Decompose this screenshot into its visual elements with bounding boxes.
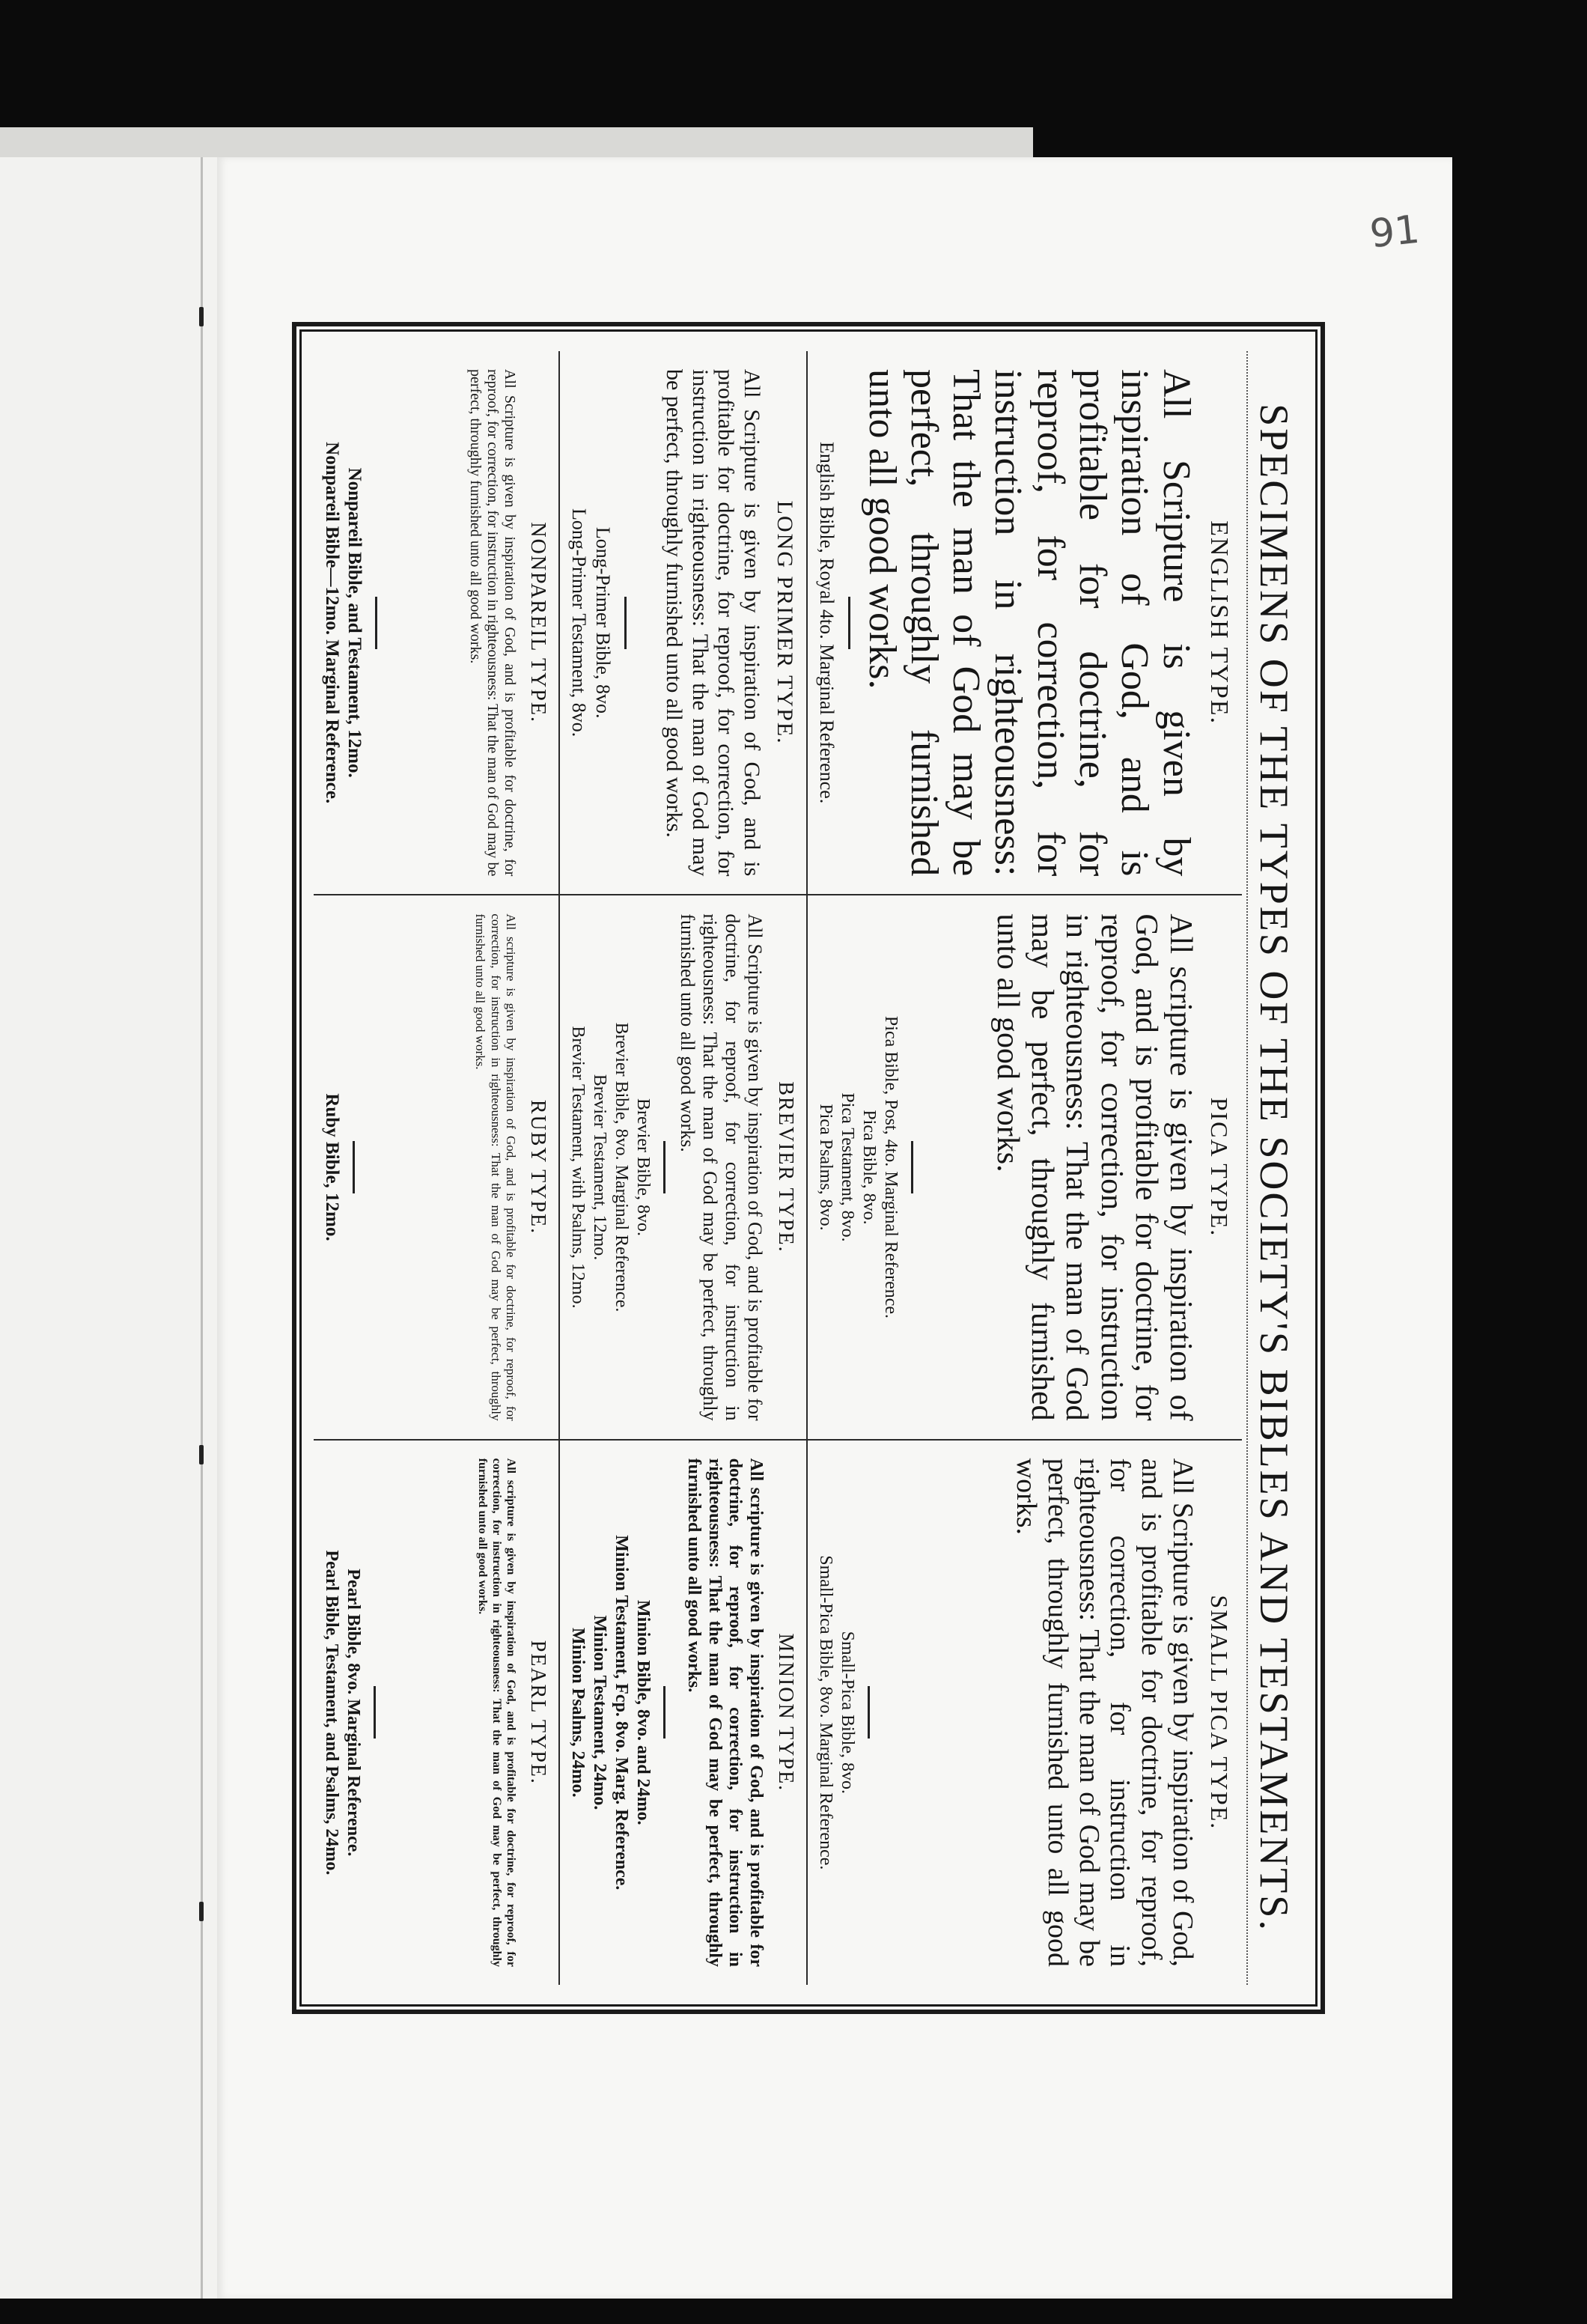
type-heading: ENGLISH TYPE.: [1205, 520, 1233, 726]
left-page: [0, 157, 225, 2299]
specimen-text: All scripture is given by inspiration of God, and is profitable for doctrine, for reproof, for correction, for instruction in righteousness: That the man of God may be perfect, throughly furnished unto all good works.: [683, 1458, 766, 1967]
edition-item: Minion Psalms, 24mo.: [568, 1627, 588, 1798]
specimen-ruby: [314, 895, 560, 1440]
edition-item: Minion Testament, Fcp. 8vo. Marg. Reference.: [612, 1535, 632, 1890]
binding-stitch: [199, 307, 204, 326]
edition-item: Long-Primer Bible, 8vo.: [592, 526, 615, 719]
specimen-text: All Scripture is given by inspiration of God, and is profitable for doctrine, for reproof, for correction, for instruction in righteousness: That the man of God may be perfect, throughly furnished unto all good works.: [662, 369, 764, 877]
edition-item: Pearl Bible, 8vo. Marginal Reference.: [344, 1569, 363, 1857]
type-heading: BREVIER TYPE.: [773, 1081, 797, 1253]
binding-stitch: [199, 1445, 204, 1464]
binding-stitch: [199, 1902, 204, 1921]
divider: [663, 1141, 665, 1193]
type-heading: NONPAREIL TYPE.: [526, 522, 550, 723]
divider: [911, 1141, 913, 1193]
specimen-text: All scripture is given by inspiration of God, and is profitable for doctrine, for reproof, for correction, for instruction in righteousness: That the man of God may be perfect, throughly furnished unto all good works.: [473, 913, 519, 1421]
edition-item: Brevier Bible, 8vo.: [633, 1098, 654, 1236]
sheet-title: SPECIMENS OF THE TYPES OF THE SOCIETY'S BIBLES AND TESTAMENTS.: [1246, 351, 1302, 1985]
type-heading: PEARL TYPE.: [526, 1640, 550, 1785]
edition-item: Brevier Testament, 12mo.: [590, 1074, 610, 1261]
specimen-pica: [808, 895, 1242, 1440]
divider: [374, 1686, 376, 1739]
divider: [353, 1141, 355, 1193]
edition-item: Pica Bible, Post, 4to. Marginal Reference.: [880, 1015, 901, 1319]
specimen-text: All scripture is given by inspiration of God, and is profitable for doctrine, for reproof, for correction, for instruction in righteousness: That the man of God may be perfect, throughly furnished unto all good works.: [475, 1458, 518, 1967]
specimen-nonpareil: [314, 351, 560, 895]
specimen-text: All Scripture is given by inspiration of God, and is profitable for doctrine, for reproof, for correction, for instruction in righteousness: That the man of God may be perfect, throughly furnished unto all good works.: [1011, 1458, 1198, 1967]
type-heading: LONG PRIMER TYPE.: [772, 500, 797, 745]
specimen-english: [808, 351, 1242, 895]
edition-item: Pearl Bible, Testament, and Psalms, 24mo.: [322, 1550, 341, 1876]
specimen-text: All Scripture is given by inspiration of God, and is profitable for doctrine, for reproof, for correction, for instruction in righteousness: That the man of God may be perfect, throughly furnished unto all good works.: [860, 369, 1198, 877]
edition-list: [814, 1458, 880, 1967]
edition-item: Nonpareil Bible, and Testament, 12mo.: [344, 467, 365, 778]
divider: [868, 1686, 870, 1739]
edition-item: Nonpareil Bible—12mo. Marginal Reference.: [322, 442, 342, 804]
divider: [624, 597, 627, 649]
edition-item: Brevier Bible, 8vo. Marginal Reference.: [612, 1022, 632, 1312]
edition-item: Long-Primer Testament, 8vo.: [568, 508, 591, 737]
specimen-text: All Scripture is given by inspiration of God, and is profitable for doctrine, for reproof, for correction, for instruction in righteousness: That the man of God may be perfect, throughly furnished unto all good works.: [677, 913, 766, 1421]
type-heading: SMALL PICA TYPE.: [1206, 1595, 1233, 1831]
specimen-minion: [560, 1441, 808, 1985]
edition-item: Minion Bible, 8vo. and 24mo.: [633, 1599, 654, 1825]
specimen-text: All scripture is given by inspiration of God, and is profitable for doctrine, for reproof, for correction, for instruction in righteousness: That the man of God may be perfect, throughly furnished unto all good works.: [990, 913, 1198, 1421]
edition-list: [566, 913, 676, 1420]
edition-item: Minion Testament, 24mo.: [590, 1615, 610, 1810]
edition-list: [814, 913, 924, 1420]
specimen-pearl: [314, 1441, 560, 1985]
divider: [663, 1686, 665, 1739]
edition-item: Small-Pica Bible, 8vo.: [837, 1631, 857, 1794]
edition-item: Small-Pica Bible, 8vo. Marginal Reference.: [815, 1555, 835, 1870]
edition-list: [566, 1458, 676, 1967]
left-page-edge: [0, 127, 1033, 157]
edition-item: Pica Bible, 8vo.: [859, 1110, 879, 1225]
edition-item: Ruby Bible, 12mo.: [322, 1093, 342, 1241]
edition-list: [566, 369, 637, 876]
divider: [848, 597, 850, 649]
specimen-text: All Scripture is given by inspiration of God, and is profitable for doctrine, for reproof, for correction, for instruction in righteousness: That the man of God may be perfect, throughly furnished unto all good works.: [467, 369, 519, 877]
binding-fold: [201, 157, 203, 2299]
type-heading: MINION TYPE.: [773, 1633, 797, 1792]
edition-list: [320, 913, 365, 1420]
type-heading: PICA TYPE.: [1206, 1097, 1233, 1238]
edition-list: [814, 369, 861, 876]
specimen-long-primer: [560, 351, 808, 895]
edition-item: Pica Testament, 8vo.: [837, 1092, 857, 1242]
page-number: 91: [1368, 207, 1422, 258]
edition-item: English Bible, Royal 4to. Marginal Reference.: [815, 442, 838, 804]
specimen-grid: [314, 351, 1242, 1985]
edition-item: Brevier Testament, with Psalms, 12mo.: [568, 1026, 588, 1309]
edition-item: Pica Psalms, 8vo.: [815, 1104, 835, 1231]
specimen-small-pica: [808, 1441, 1242, 1985]
edition-list: [320, 369, 388, 876]
edition-list: [320, 1458, 386, 1967]
specimen-brevier: [560, 895, 808, 1440]
specimen-sheet: [299, 329, 1318, 2007]
type-heading: RUBY TYPE.: [526, 1099, 550, 1235]
divider: [375, 597, 377, 649]
